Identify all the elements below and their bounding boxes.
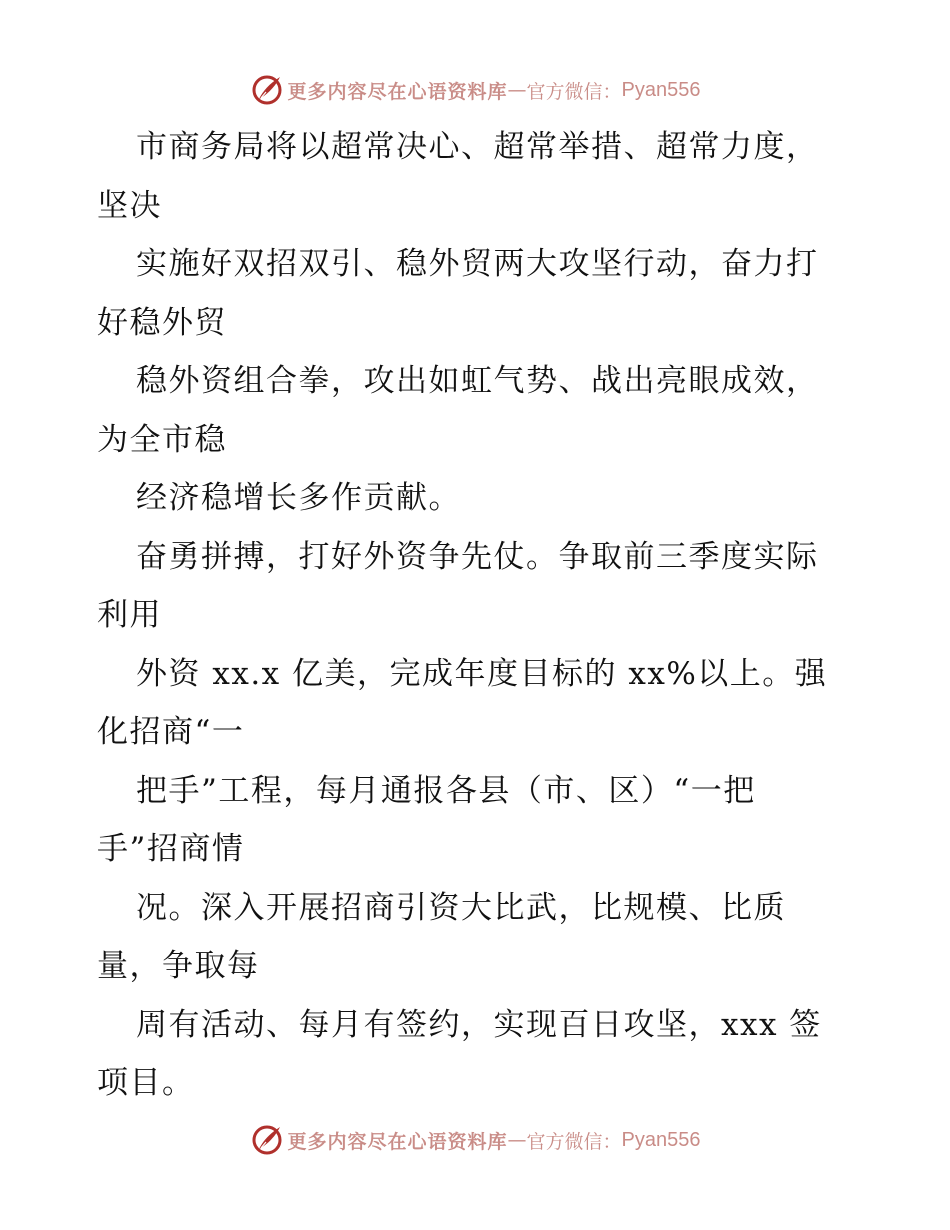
feather-pen-logo-icon	[250, 73, 284, 107]
text-line: 坚决	[97, 187, 162, 224]
text-line: 把手”工程，每月通报各县（市、区）“一把	[136, 772, 756, 809]
text-line: 项目。	[97, 1065, 195, 1101]
footer-wechat-id: Pyan556	[621, 1128, 701, 1151]
text-line: 况。深入开展招商引资大比武，比规模、比质	[136, 889, 786, 926]
text-line: 奋勇拼搏，打好外资争先仗。争取前三季度实际	[136, 538, 819, 575]
header-wechat-label: 官方微信：	[526, 80, 622, 103]
text-line: 外资 xx.x 亿美，完成年度目标的 xx%以上。强	[136, 655, 828, 692]
footer-dash: —	[507, 1129, 527, 1151]
footer-wechat-label: 官方微信：	[526, 1130, 622, 1153]
text-line: 量，争取每	[97, 948, 260, 984]
text-line: 实施好双招双引、稳外贸两大攻坚行动，奋力打	[136, 246, 819, 282]
text-line: 手”招商情	[97, 831, 245, 867]
footer-banner	[0, 1120, 950, 1160]
text-line: 稳外资组合拳，攻出如虹气势、战出亮眼成效，	[136, 363, 819, 399]
feather-pen-logo-icon	[250, 1123, 284, 1157]
text-line: 为全市稳	[97, 421, 227, 458]
header-banner	[0, 70, 950, 110]
text-line: 市商务局将以超常决心、超常举措、超常力度，	[136, 129, 819, 165]
text-line: 化招商“一	[97, 714, 245, 750]
document-body	[97, 118, 857, 1113]
header-site-name: 更多内容尽在心语资料库	[287, 80, 508, 103]
text-line: 经济稳增长多作贡献。	[136, 480, 461, 516]
text-line: 周有活动、每月有签约，实现百日攻坚，xxx 签	[136, 1006, 822, 1043]
text-line: 利用	[97, 597, 162, 633]
header-dash: —	[507, 79, 527, 101]
text-line: 好稳外贸	[97, 304, 227, 341]
header-wechat-id: Pyan556	[621, 78, 701, 101]
footer-site-name: 更多内容尽在心语资料库	[287, 1130, 508, 1153]
